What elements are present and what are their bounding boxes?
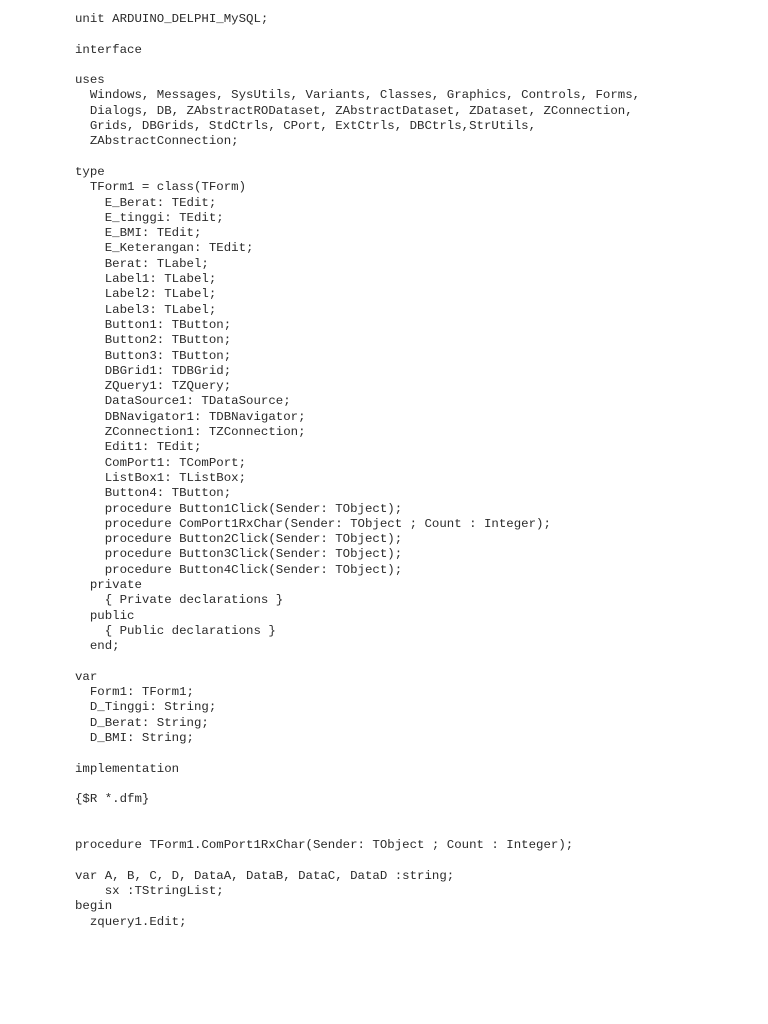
code-line: var xyxy=(75,669,98,684)
code-line: Grids, DBGrids, StdCtrls, CPort, ExtCtrls, DBCtrls,StrUtils, xyxy=(75,119,537,134)
code-line xyxy=(75,746,640,761)
code-line: begin xyxy=(75,899,113,914)
code-line: {$R *.dfm} xyxy=(75,792,150,807)
code-line: Label1: TLabel; xyxy=(75,272,217,287)
code-line: zquery1.Edit; xyxy=(75,914,187,929)
code-line: public xyxy=(75,608,135,623)
code-line: Label2: TLabel; xyxy=(75,287,217,302)
code-line: ZConnection1: TZConnection; xyxy=(75,425,306,440)
code-line: procedure TForm1.ComPort1RxChar(Sender: TObject ; Count : Integer); xyxy=(75,838,574,853)
code-line: ZAbstractConnection; xyxy=(75,134,239,149)
code-line: implementation xyxy=(75,761,180,776)
code-line: E_Berat: TEdit; xyxy=(75,195,217,210)
code-line: ListBox1: TListBox; xyxy=(75,470,247,485)
code-line: D_BMI: String; xyxy=(75,730,194,745)
code-line: TForm1 = class(TForm) xyxy=(75,180,247,195)
code-line: E_BMI: TEdit; xyxy=(75,226,202,241)
code-line: procedure Button3Click(Sender: TObject); xyxy=(75,547,403,562)
code-listing xyxy=(75,12,640,930)
code-line: unit ARDUINO_DELPHI_MySQL; xyxy=(75,12,269,26)
code-line: Form1: TForm1; xyxy=(75,685,194,700)
code-line: Berat: TLabel; xyxy=(75,256,209,271)
code-line xyxy=(75,654,640,669)
code-line: uses xyxy=(75,73,105,88)
code-line: Button1: TButton; xyxy=(75,317,232,332)
code-line xyxy=(75,807,640,822)
code-line: private xyxy=(75,577,142,592)
code-line xyxy=(75,27,640,42)
code-line: Button2: TButton; xyxy=(75,333,232,348)
code-line: DataSource1: TDataSource; xyxy=(75,394,291,409)
code-line xyxy=(75,853,640,868)
code-line: D_Berat: String; xyxy=(75,715,209,730)
code-line xyxy=(75,823,640,838)
code-line: Label3: TLabel; xyxy=(75,302,217,317)
code-line xyxy=(75,777,640,792)
code-line: Dialogs, DB, ZAbstractRODataset, ZAbstractDataset, ZDataset, ZConnection, xyxy=(75,103,633,118)
code-line xyxy=(75,58,640,73)
code-line: sx :TStringList; xyxy=(75,883,224,898)
code-line: type xyxy=(75,164,105,179)
code-line: DBGrid1: TDBGrid; xyxy=(75,363,232,378)
code-line: ZQuery1: TZQuery; xyxy=(75,379,232,394)
code-line: { Private declarations } xyxy=(75,593,284,608)
code-line: D_Tinggi: String; xyxy=(75,700,217,715)
code-line: procedure Button2Click(Sender: TObject); xyxy=(75,532,403,547)
code-line: E_Keterangan: TEdit; xyxy=(75,241,254,256)
code-line: E_tinggi: TEdit; xyxy=(75,210,224,225)
code-line: Windows, Messages, SysUtils, Variants, Classes, Graphics, Controls, Forms, xyxy=(75,88,641,103)
code-line: procedure Button1Click(Sender: TObject); xyxy=(75,501,403,516)
code-line: Button3: TButton; xyxy=(75,348,232,363)
code-line: end; xyxy=(75,639,120,654)
code-line: Edit1: TEdit; xyxy=(75,440,202,455)
code-line: Button4: TButton; xyxy=(75,486,232,501)
code-line xyxy=(75,150,640,165)
code-line: procedure ComPort1RxChar(Sender: TObject ; Count : Integer); xyxy=(75,516,551,531)
code-line: interface xyxy=(75,42,142,57)
code-line: ComPort1: TComPort; xyxy=(75,455,247,470)
code-line: DBNavigator1: TDBNavigator; xyxy=(75,409,306,424)
code-line: var A, B, C, D, DataA, DataB, DataC, DataD :string; xyxy=(75,868,455,883)
code-line: { Public declarations } xyxy=(75,623,276,638)
code-line: procedure Button4Click(Sender: TObject); xyxy=(75,562,403,577)
